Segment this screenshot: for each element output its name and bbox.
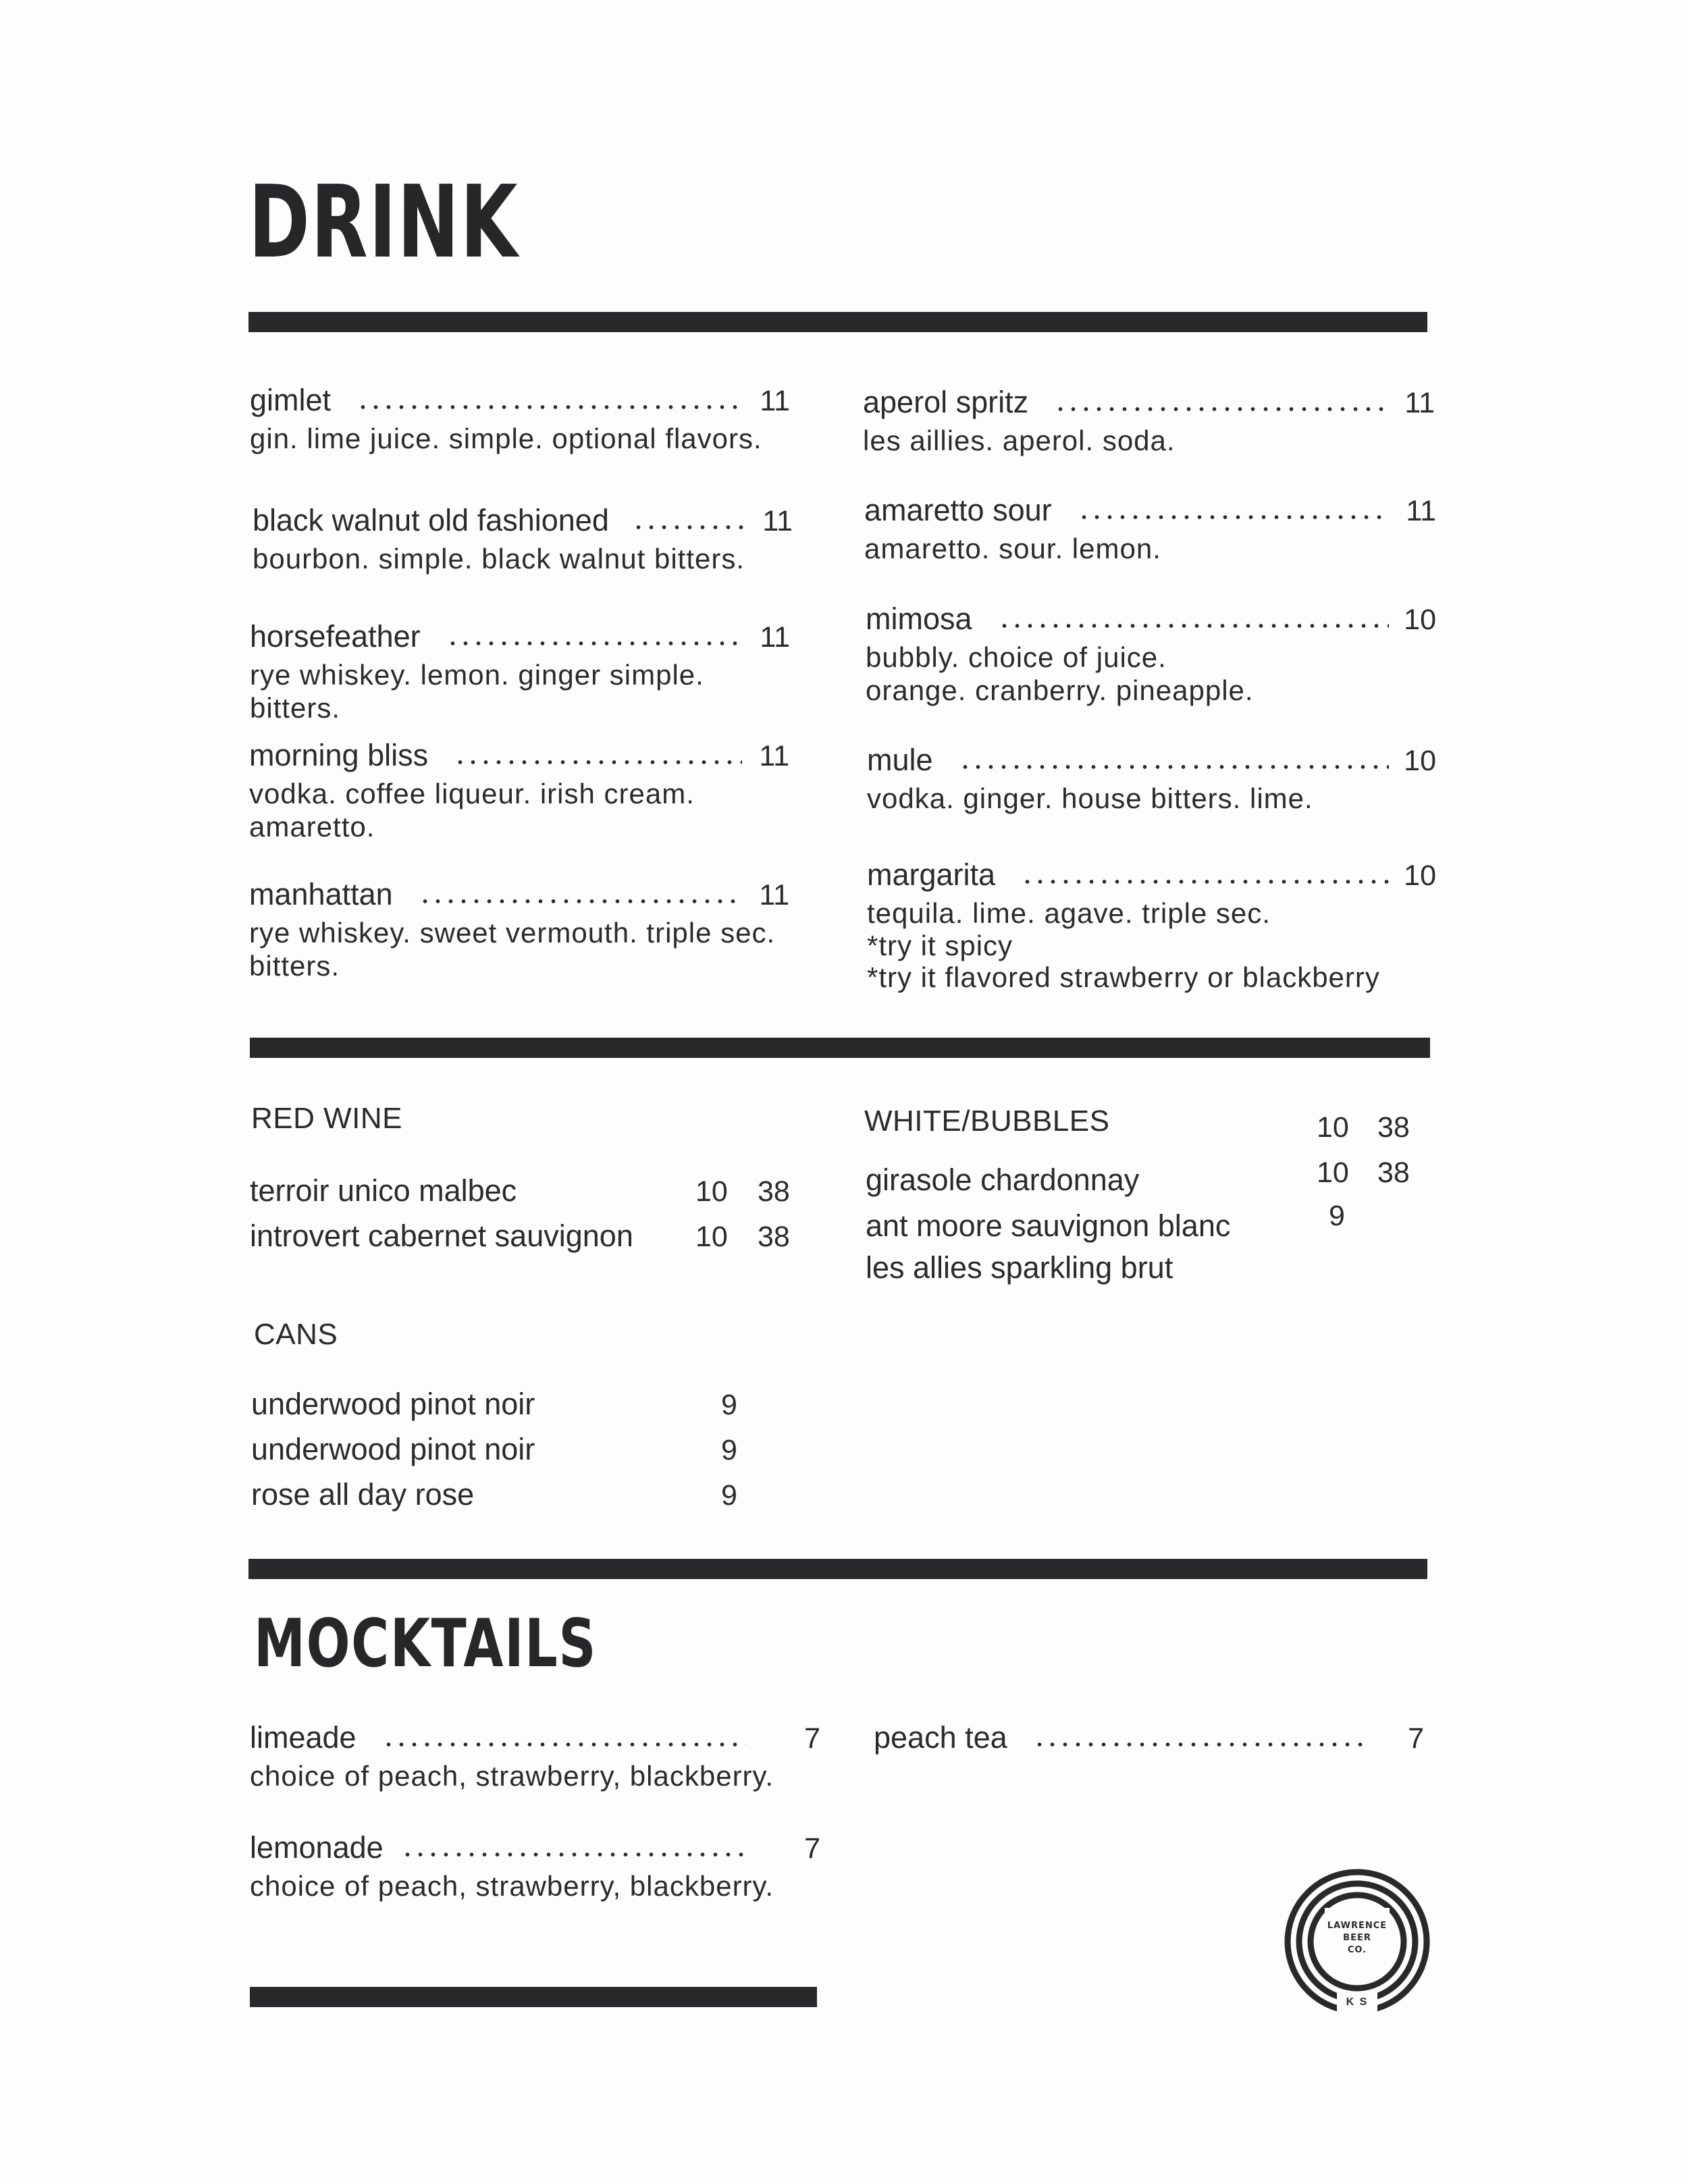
item-name: mule xyxy=(867,743,933,777)
leader-dots xyxy=(1021,879,1389,884)
item-price: 11 xyxy=(1404,387,1435,419)
bottle-price: 38 xyxy=(758,1221,790,1253)
logo-line: BEER xyxy=(1343,1933,1371,1943)
wine-name: ant moore sauvignon blanc xyxy=(866,1208,1231,1243)
item-price: 11 xyxy=(759,740,789,772)
leader-dots xyxy=(1078,514,1389,520)
glass-price: 9 xyxy=(1329,1200,1345,1232)
list-item xyxy=(866,1208,1311,1250)
leader-dots xyxy=(632,525,745,530)
leader-dots xyxy=(454,760,742,765)
lawrence-beer-co-logo xyxy=(1283,1867,1431,2016)
section-heading-cans: CANS xyxy=(254,1318,338,1351)
item-description: vodka. ginger. house bitters. lime. xyxy=(867,782,1313,814)
item-description: amaretto. sour. lemon. xyxy=(864,533,1161,564)
leader-dots xyxy=(357,404,743,410)
leader-dots xyxy=(446,641,743,646)
item-price: 11 xyxy=(1406,495,1436,527)
glass-price: 10 xyxy=(695,1221,728,1253)
can-price: 9 xyxy=(721,1479,737,1512)
list-item xyxy=(250,1219,820,1264)
item-description: tequila. lime. agave. triple sec. xyxy=(867,897,1271,929)
leader-dots xyxy=(401,1852,746,1857)
wine-name: girasole chardonnay xyxy=(866,1163,1140,1197)
item-price: 10 xyxy=(1404,604,1436,636)
wine-name: les allies sparkling brut xyxy=(866,1250,1173,1285)
item-name: black walnut old fashioned xyxy=(253,503,609,537)
item-description: bubbly. choice of juice. xyxy=(866,641,1167,673)
menu-item xyxy=(250,1830,820,1902)
item-name: lemonade xyxy=(250,1830,384,1865)
divider xyxy=(248,312,1427,332)
leader-dots xyxy=(959,764,1389,770)
logo-line: CO. xyxy=(1347,1945,1367,1955)
can-name: rose all day rose xyxy=(251,1477,475,1512)
item-price: 7 xyxy=(1408,1722,1424,1755)
divider xyxy=(250,1987,817,2007)
item-price: 11 xyxy=(762,505,793,537)
section-heading-red-wine: RED WINE xyxy=(251,1102,402,1135)
item-price: 11 xyxy=(760,621,790,654)
item-description: *try it flavored strawberry or blackberry xyxy=(867,961,1380,993)
bottle-price: 38 xyxy=(758,1175,790,1208)
item-description: gin. lime juice. simple. optional flavors. xyxy=(250,423,762,454)
item-name: morning bliss xyxy=(249,738,429,772)
leader-dots xyxy=(998,623,1389,629)
logo-state: K S xyxy=(1346,1996,1369,2008)
divider xyxy=(248,1559,1427,1579)
item-name: mimosa xyxy=(866,602,972,636)
can-name: underwood pinot noir xyxy=(251,1432,535,1466)
menu-item xyxy=(249,738,789,843)
list-item xyxy=(866,1250,1311,1296)
leader-dots xyxy=(382,1742,746,1747)
item-description: amaretto. xyxy=(249,811,375,843)
bottle-price: 38 xyxy=(1377,1111,1410,1144)
item-name: margarita xyxy=(867,857,996,892)
price-column xyxy=(1317,1111,1440,1245)
item-price: 11 xyxy=(760,385,790,417)
item-price: 10 xyxy=(1404,859,1436,892)
page-title: DRINK xyxy=(248,164,519,280)
item-name: amaretto sour xyxy=(864,493,1052,527)
item-name: horsefeather xyxy=(250,619,421,654)
price-row xyxy=(1317,1156,1440,1200)
item-name: limeade xyxy=(250,1720,357,1755)
item-description: choice of peach, strawberry, blackberry. xyxy=(250,1870,774,1902)
bottle-price: 38 xyxy=(1377,1156,1410,1189)
divider xyxy=(250,1038,1430,1058)
item-price: 7 xyxy=(804,1722,820,1755)
menu-item xyxy=(250,1720,820,1792)
menu-item xyxy=(253,503,793,575)
price-row xyxy=(1317,1111,1440,1156)
menu-item xyxy=(867,857,1436,993)
item-name: peach tea xyxy=(874,1720,1007,1755)
item-description: rye whiskey. sweet vermouth. triple sec. xyxy=(249,917,776,949)
cans-list xyxy=(251,1387,783,1522)
logo-line: LAWRENCE xyxy=(1327,1921,1388,1931)
item-name: manhattan xyxy=(249,877,393,911)
item-description: les aillies. aperol. soda. xyxy=(863,425,1176,456)
item-price: 11 xyxy=(759,879,789,911)
wine-name: introvert cabernet sauvignon xyxy=(250,1219,633,1253)
item-description: *try it spicy xyxy=(867,930,1013,961)
leader-dots xyxy=(1033,1742,1363,1747)
menu-item xyxy=(863,385,1435,457)
price-row xyxy=(1317,1200,1440,1245)
can-price: 9 xyxy=(721,1389,737,1421)
section-heading-white-bubbles: WHITE/BUBBLES xyxy=(864,1104,1110,1138)
leader-dots xyxy=(419,899,742,904)
item-name: gimlet xyxy=(250,383,332,417)
logo-wordmark xyxy=(1283,1920,1431,1956)
list-item xyxy=(251,1387,783,1432)
menu-item xyxy=(867,743,1436,815)
item-description: bitters. xyxy=(249,950,340,982)
item-description: choice of peach, strawberry, blackberry. xyxy=(250,1760,774,1792)
list-item xyxy=(251,1432,783,1477)
menu-item xyxy=(866,602,1436,707)
item-name: aperol spritz xyxy=(863,385,1029,419)
item-price: 10 xyxy=(1404,745,1436,777)
list-item xyxy=(866,1163,1311,1208)
list-item xyxy=(251,1477,783,1522)
glass-price: 10 xyxy=(1317,1156,1349,1189)
item-description: bourbon. simple. black walnut bitters. xyxy=(253,543,745,575)
menu-item xyxy=(249,877,789,982)
wine-list xyxy=(250,1173,820,1264)
glass-price: 10 xyxy=(695,1175,728,1208)
item-description: orange. cranberry. pineapple. xyxy=(866,674,1254,706)
menu-item xyxy=(874,1720,1424,1759)
wine-name: terroir unico malbec xyxy=(250,1173,517,1208)
menu-item xyxy=(864,493,1436,565)
item-description: rye whiskey. lemon. ginger simple. bitters. xyxy=(250,659,704,724)
item-description: vodka. coffee liqueur. irish cream. xyxy=(249,778,695,809)
glass-price: 10 xyxy=(1317,1111,1349,1144)
menu-item xyxy=(250,619,790,724)
item-price: 7 xyxy=(804,1832,820,1865)
wine-list xyxy=(866,1163,1311,1296)
section-title-mocktails: MOCKTAILS xyxy=(254,1605,597,1682)
list-item xyxy=(250,1173,820,1219)
can-name: underwood pinot noir xyxy=(251,1387,535,1421)
menu-item xyxy=(250,383,790,455)
leader-dots xyxy=(1054,406,1388,412)
can-price: 9 xyxy=(721,1434,737,1466)
